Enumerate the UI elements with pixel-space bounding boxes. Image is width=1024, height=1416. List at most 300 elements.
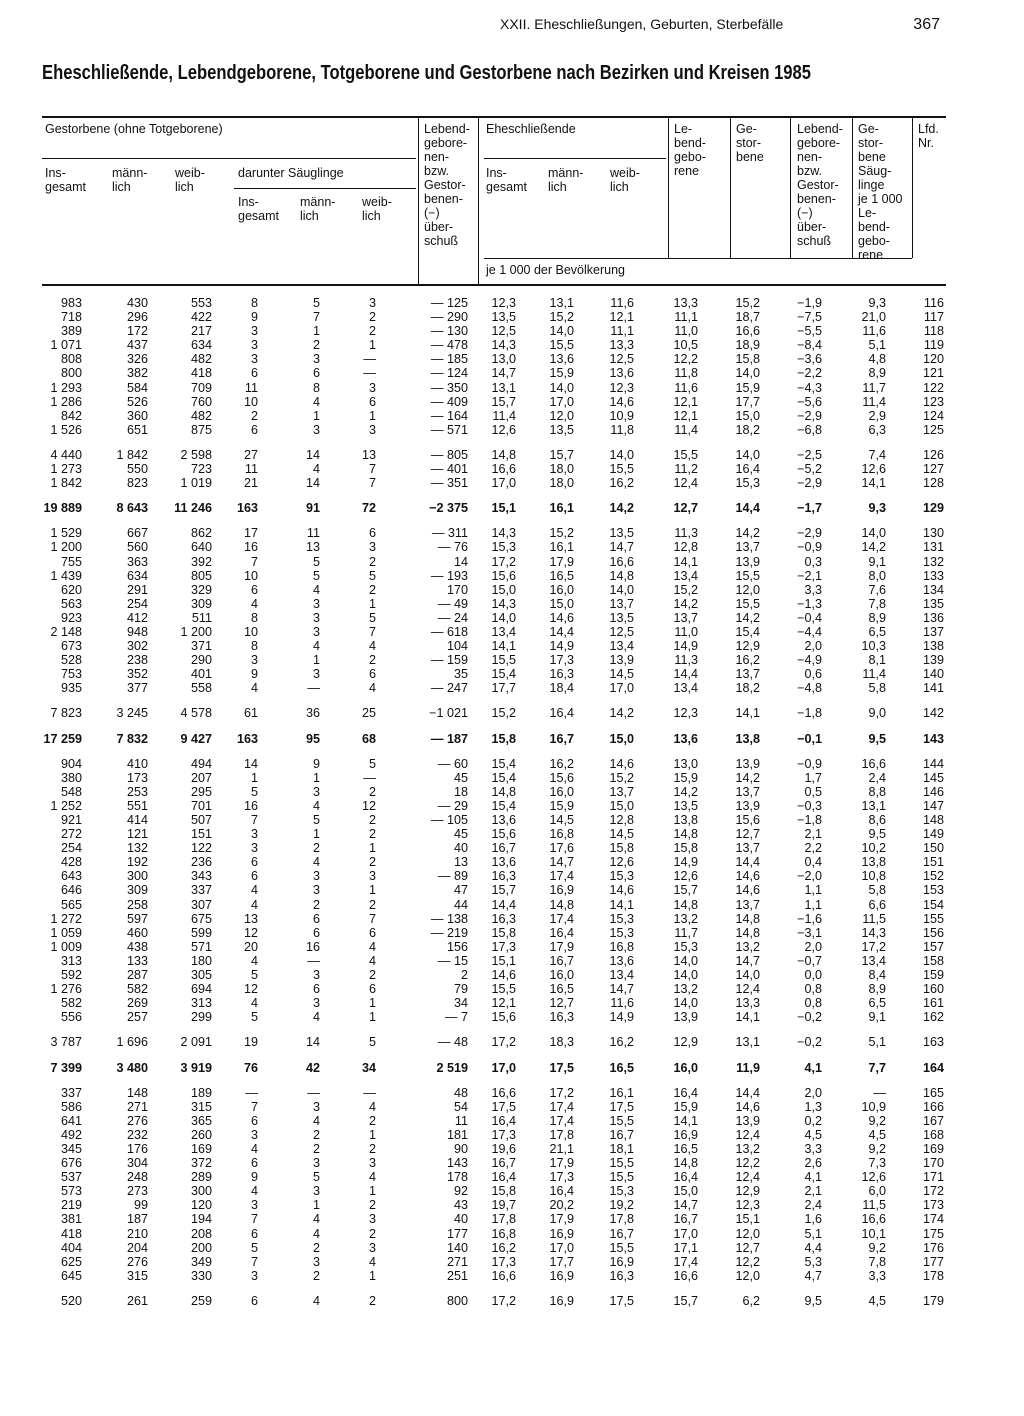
table-row (0, 706, 1024, 720)
cell-gestorbene-insgesamt: 645 (60, 1268, 82, 1283)
cell-saeuglinge-insgesamt: 8 (250, 296, 258, 310)
table-row (0, 501, 1024, 515)
cell-saeuglinge-weiblich: — (363, 770, 376, 785)
cell-gestorbene-maennlich: 377 (126, 681, 148, 696)
cell-ehe-insgesamt: 12,6 (491, 422, 516, 437)
table-row (0, 1100, 1024, 1114)
cell-lfd-nr: 121 (922, 366, 944, 381)
cell-lebendgeborene-rate: 16,7 (673, 1212, 698, 1227)
cell-gestorbene-weiblich: 723 (190, 462, 212, 477)
cell-lfd-nr: 127 (922, 462, 944, 477)
cell-saeuglingssterblichkeit: 11,7 (862, 380, 886, 395)
cell-gestorbene-maennlich: 269 (126, 996, 148, 1011)
cell-ehe-maennlich: 16,0 (549, 784, 574, 799)
cell-ueberschuss: 43 (453, 1198, 468, 1213)
cell-lebendgeborene-rate: 17,1 (673, 1240, 698, 1255)
cell-lebendgeborene-rate: 13,2 (673, 911, 698, 926)
cell-saeuglinge-weiblich: 1 (368, 1010, 376, 1025)
cell-gestorbene-maennlich: 271 (126, 1099, 148, 1114)
cell-ueberschuss-rate: 2,2 (804, 841, 822, 856)
cell-ueberschuss-rate: 0,5 (804, 784, 822, 799)
cell-lfd-nr: 157 (922, 939, 944, 954)
cell-saeuglinge-weiblich: 1 (368, 338, 376, 353)
cell-saeuglingssterblichkeit: 9,2 (868, 1240, 886, 1255)
cell-ehe-weiblich: 16,3 (609, 1268, 634, 1283)
cell-lebendgeborene-rate: 14,9 (673, 639, 698, 654)
cell-ehe-maennlich: 14,9 (549, 639, 574, 654)
cell-lfd-nr: 146 (922, 784, 944, 799)
cell-gestorbene-rate: 13,9 (735, 1113, 760, 1128)
cell-saeuglinge-weiblich: 2 (368, 1141, 376, 1156)
cell-ueberschuss: 170 (446, 582, 468, 597)
cell-ehe-maennlich: 17,3 (549, 653, 574, 668)
cell-ueberschuss: −2 375 (429, 501, 468, 516)
cell-gestorbene-insgesamt: 1 529 (50, 526, 82, 541)
cell-saeuglingssterblichkeit: 16,6 (861, 1212, 886, 1227)
cell-gestorbene-maennlich: 410 (126, 756, 148, 771)
header-divider (912, 118, 913, 258)
cell-gestorbene-rate: 14,2 (735, 610, 760, 625)
cell-saeuglingssterblichkeit: 14,2 (861, 540, 886, 555)
cell-ehe-insgesamt: 15,2 (491, 706, 516, 721)
cell-saeuglinge-weiblich: 3 (368, 869, 376, 884)
cell-saeuglinge-maennlich: 4 (312, 462, 320, 477)
cell-ehe-weiblich: 14,7 (609, 540, 634, 555)
cell-gestorbene-weiblich: 337 (190, 883, 212, 898)
cell-saeuglinge-maennlich: 3 (312, 1254, 320, 1269)
cell-gestorbene-maennlich: 1 842 (116, 447, 148, 462)
table-row (0, 1184, 1024, 1198)
cell-ehe-weiblich: 15,2 (609, 770, 634, 785)
cell-lfd-nr: 158 (922, 953, 944, 968)
cell-saeuglinge-weiblich: 2 (368, 310, 376, 325)
cell-saeuglinge-insgesamt: 3 (250, 352, 258, 367)
cell-lfd-nr: 128 (922, 476, 944, 491)
cell-gestorbene-weiblich: 217 (190, 324, 212, 339)
cell-ueberschuss-rate: 2,0 (804, 939, 822, 954)
cell-gestorbene-weiblich: 330 (190, 1268, 212, 1283)
cell-saeuglinge-insgesamt: 17 (243, 526, 258, 541)
cell-lebendgeborene-rate: 16,6 (673, 1268, 698, 1283)
cell-ehe-maennlich: 16,9 (549, 1268, 574, 1283)
cell-gestorbene-weiblich: 290 (190, 653, 212, 668)
cell-ueberschuss: 11 (454, 1113, 468, 1128)
cell-ueberschuss-rate: −4,3 (797, 380, 822, 395)
table-row (0, 639, 1024, 653)
cell-ehe-weiblich: 16,1 (609, 1085, 634, 1100)
header-top-rule (42, 116, 946, 118)
cell-gestorbene-weiblich: 418 (190, 366, 212, 381)
cell-gestorbene-insgesamt: 428 (60, 855, 82, 870)
cell-gestorbene-rate: 18,7 (735, 310, 760, 325)
cell-saeuglingssterblichkeit: 14,1 (861, 476, 886, 491)
cell-lebendgeborene-rate: 13,4 (673, 681, 698, 696)
cell-gestorbene-weiblich: 392 (190, 554, 212, 569)
cell-ueberschuss-rate: −8,4 (797, 338, 822, 353)
cell-lebendgeborene-rate: 12,2 (673, 352, 698, 367)
cell-lfd-nr: 172 (922, 1184, 944, 1199)
cell-ueberschuss: 2 519 (436, 1060, 468, 1075)
cell-ehe-weiblich: 15,5 (609, 1170, 634, 1185)
cell-lebendgeborene-rate: 13,2 (673, 982, 698, 997)
cell-gestorbene-weiblich: 760 (190, 394, 212, 409)
cell-gestorbene-insgesamt: 676 (60, 1156, 82, 1171)
cell-saeuglinge-insgesamt: 4 (250, 1184, 258, 1199)
table-row (0, 1227, 1024, 1241)
cell-gestorbene-maennlich: 132 (126, 841, 148, 856)
cell-lebendgeborene-rate: 14,1 (673, 554, 698, 569)
cell-gestorbene-weiblich: 236 (190, 855, 212, 870)
cell-ehe-weiblich: 16,6 (609, 554, 634, 569)
cell-saeuglinge-weiblich: 6 (368, 667, 376, 682)
cell-ueberschuss-rate: 4,1 (804, 1060, 822, 1075)
cell-lfd-nr: 156 (922, 925, 944, 940)
cell-saeuglingssterblichkeit: 7,8 (868, 1254, 886, 1269)
cell-lebendgeborene-rate: 12,4 (673, 476, 698, 491)
cell-gestorbene-weiblich: 571 (190, 939, 212, 954)
cell-saeuglinge-insgesamt: 7 (250, 813, 258, 827)
cell-gestorbene-insgesamt: 921 (60, 813, 82, 827)
table-row (0, 653, 1024, 667)
cell-gestorbene-insgesamt: 620 (60, 582, 82, 597)
cell-ehe-maennlich: 16,9 (549, 1293, 574, 1308)
cell-ehe-insgesamt: 15,4 (491, 756, 516, 771)
cell-saeuglingssterblichkeit: 9,2 (868, 1141, 886, 1156)
cell-gestorbene-maennlich: 99 (133, 1198, 148, 1213)
cell-lebendgeborene-rate: 15,0 (673, 1184, 698, 1199)
cell-saeuglinge-insgesamt: 163 (236, 731, 258, 746)
cell-gestorbene-maennlich: 597 (126, 911, 148, 926)
cell-ehe-weiblich: 16,7 (609, 1226, 634, 1241)
cell-lfd-nr: 175 (922, 1226, 944, 1241)
cell-ehe-maennlich: 14,0 (549, 324, 574, 339)
cell-lfd-nr: 173 (922, 1198, 944, 1213)
cell-saeuglingssterblichkeit: 8,9 (868, 982, 886, 997)
cell-gestorbene-weiblich: 259 (190, 1293, 212, 1308)
cell-gestorbene-insgesamt: 1 286 (50, 394, 82, 409)
cell-ehe-insgesamt: 15,8 (491, 1184, 516, 1199)
cell-gestorbene-maennlich: 210 (126, 1226, 148, 1241)
table-row (0, 757, 1024, 771)
cell-saeuglinge-maennlich: 3 (312, 1099, 320, 1114)
cell-ueberschuss-rate: 2,1 (804, 827, 822, 842)
cell-gestorbene-insgesamt: 808 (60, 352, 82, 367)
cell-ueberschuss-rate: −6,8 (797, 422, 822, 437)
cell-gestorbene-rate: 11,9 (736, 1060, 760, 1075)
cell-gestorbene-weiblich: 120 (190, 1198, 212, 1213)
cell-ehe-insgesamt: 13,5 (491, 310, 516, 325)
cell-ehe-maennlich: 13,5 (549, 422, 574, 437)
cell-saeuglingssterblichkeit: 13,4 (861, 953, 886, 968)
cell-ehe-weiblich: 13,7 (609, 596, 634, 611)
header-divider (668, 118, 669, 258)
cell-gestorbene-maennlich: 204 (126, 1240, 148, 1255)
cell-gestorbene-rate: 13,3 (735, 996, 760, 1011)
cell-saeuglinge-weiblich: 2 (368, 784, 376, 799)
table-row (0, 1170, 1024, 1184)
cell-saeuglinge-insgesamt: 27 (243, 447, 258, 462)
cell-gestorbene-rate: 12,2 (735, 1254, 760, 1269)
cell-ueberschuss-rate: 5,1 (804, 1226, 822, 1241)
cell-lfd-nr: 148 (922, 813, 944, 827)
cell-gestorbene-rate: 17,7 (735, 394, 760, 409)
cell-ueberschuss: — 185 (430, 352, 468, 367)
cell-saeuglinge-maennlich: 2 (312, 338, 320, 353)
cell-lfd-nr: 126 (922, 447, 944, 462)
cell-gestorbene-rate: 13,7 (735, 540, 760, 555)
cell-ueberschuss: 35 (453, 667, 468, 682)
cell-gestorbene-weiblich: 315 (190, 1099, 212, 1114)
cell-saeuglinge-weiblich: 6 (368, 925, 376, 940)
cell-gestorbene-weiblich: 329 (190, 582, 212, 597)
cell-gestorbene-insgesamt: 582 (60, 996, 82, 1011)
cell-gestorbene-insgesamt: 923 (60, 610, 82, 625)
cell-saeuglinge-maennlich: 4 (312, 855, 320, 870)
cell-gestorbene-insgesamt: 381 (60, 1212, 82, 1227)
table-row (0, 324, 1024, 338)
cell-ueberschuss-rate: −2,9 (797, 526, 822, 541)
cell-gestorbene-insgesamt: 1 293 (50, 380, 82, 395)
cell-saeuglinge-insgesamt: 5 (250, 1240, 258, 1255)
cell-lfd-nr: 151 (922, 855, 944, 870)
cell-saeuglinge-weiblich: 13 (361, 447, 376, 462)
cell-ueberschuss-rate: 1,3 (804, 1099, 822, 1114)
running-header-text: XXII. Eheschließungen, Geburten, Sterbefälle (500, 16, 784, 32)
cell-ehe-insgesamt: 16,4 (491, 1170, 516, 1185)
cell-ehe-insgesamt: 17,0 (491, 476, 516, 491)
cell-gestorbene-rate: 15,3 (735, 476, 760, 491)
cell-ueberschuss-rate: 3,3 (804, 582, 822, 597)
cell-ueberschuss-rate: 0,8 (804, 996, 822, 1011)
cell-saeuglinge-weiblich: 7 (368, 476, 376, 491)
cell-saeuglingssterblichkeit: 3,3 (868, 1268, 886, 1283)
cell-lebendgeborene-rate: 14,0 (673, 953, 698, 968)
cell-saeuglingssterblichkeit: 13,8 (861, 855, 886, 870)
cell-saeuglinge-weiblich: 7 (368, 624, 376, 639)
cell-gestorbene-insgesamt: 1 009 (50, 939, 82, 954)
cell-saeuglinge-maennlich: 4 (312, 639, 320, 654)
cell-ueberschuss-rate: −4,4 (797, 624, 822, 639)
cell-saeuglingssterblichkeit: 8,4 (868, 968, 886, 983)
cell-ehe-insgesamt: 15,6 (491, 1010, 516, 1025)
je-1000-underline (484, 258, 912, 259)
cell-saeuglinge-maennlich: 16 (305, 939, 320, 954)
cell-ueberschuss: 92 (453, 1184, 468, 1199)
cell-saeuglinge-insgesamt: 8 (250, 639, 258, 654)
cell-gestorbene-maennlich: 3 480 (116, 1060, 148, 1075)
cell-gestorbene-weiblich: 11 246 (174, 501, 212, 516)
cell-gestorbene-rate: 6,2 (742, 1293, 760, 1308)
table-row (0, 1114, 1024, 1128)
header-je-1000: je 1 000 der Bevölkerung (486, 263, 625, 277)
cell-ueberschuss: — 49 (437, 596, 468, 611)
cell-lebendgeborene-rate: 15,7 (673, 1293, 698, 1308)
cell-gestorbene-weiblich: 805 (190, 568, 212, 583)
cell-ueberschuss-rate: 0,3 (804, 554, 822, 569)
cell-saeuglinge-maennlich: 3 (312, 968, 320, 983)
cell-ehe-maennlich: 17,6 (549, 841, 574, 856)
cell-lfd-nr: 160 (922, 982, 944, 997)
cell-ehe-maennlich: 13,6 (549, 352, 574, 367)
cell-lebendgeborene-rate: 15,9 (673, 770, 698, 785)
cell-saeuglinge-insgesamt: 4 (250, 681, 258, 696)
cell-ehe-maennlich: 17,4 (549, 1113, 574, 1128)
cell-ehe-maennlich: 18,3 (549, 1035, 574, 1050)
cell-saeuglinge-insgesamt: 6 (250, 855, 258, 870)
cell-gestorbene-weiblich: 307 (190, 897, 212, 912)
cell-ehe-maennlich: 17,4 (549, 1099, 574, 1114)
cell-ehe-insgesamt: 15,4 (491, 667, 516, 682)
cell-ueberschuss: — 105 (430, 813, 468, 827)
cell-saeuglinge-insgesamt: 6 (250, 1113, 258, 1128)
cell-gestorbene-maennlich: 382 (126, 366, 148, 381)
table-row (0, 555, 1024, 569)
cell-ehe-insgesamt: 15,0 (491, 582, 516, 597)
cell-gestorbene-maennlich: 304 (126, 1156, 148, 1171)
cell-lfd-nr: 141 (922, 681, 944, 696)
cell-ueberschuss: — 311 (431, 526, 468, 541)
cell-ueberschuss: — 350 (430, 380, 468, 395)
cell-saeuglinge-maennlich: 1 (312, 770, 320, 785)
cell-ehe-insgesamt: 19,6 (491, 1141, 516, 1156)
cell-ueberschuss-rate: −0,3 (797, 798, 822, 813)
eheschliessende-underline (484, 158, 666, 159)
table-row (0, 1212, 1024, 1226)
cell-saeuglinge-maennlich: 36 (305, 706, 320, 721)
cell-saeuglingssterblichkeit: 14,0 (861, 526, 886, 541)
cell-gestorbene-insgesamt: 313 (60, 953, 82, 968)
cell-gestorbene-rate: 12,9 (735, 1184, 760, 1199)
cell-lebendgeborene-rate: 17,0 (673, 1226, 698, 1241)
table-row (0, 912, 1024, 926)
cell-ehe-maennlich: 14,4 (549, 624, 574, 639)
cell-gestorbene-weiblich: 2 091 (180, 1035, 212, 1050)
cell-ehe-weiblich: 16,2 (609, 476, 634, 491)
cell-ehe-weiblich: 13,3 (609, 338, 634, 353)
saeuglinge-underline (234, 188, 416, 189)
cell-saeuglinge-insgesamt: 3 (250, 324, 258, 339)
cell-ueberschuss-rate: −2,2 (797, 366, 822, 381)
cell-ehe-insgesamt: 12,5 (491, 324, 516, 339)
cell-saeuglinge-insgesamt: 3 (250, 1127, 258, 1142)
cell-gestorbene-rate: 12,4 (735, 1170, 760, 1185)
header-maennlich: männ- lich (112, 166, 148, 194)
cell-ueberschuss: 48 (453, 1085, 468, 1100)
cell-gestorbene-rate: 15,8 (735, 352, 760, 367)
cell-ueberschuss: 156 (446, 939, 468, 954)
cell-gestorbene-rate: 18,2 (735, 422, 760, 437)
table-row (0, 395, 1024, 409)
table-row (0, 1269, 1024, 1283)
cell-lfd-nr: 117 (923, 310, 944, 325)
cell-ehe-maennlich: 16,3 (549, 667, 574, 682)
cell-saeuglinge-insgesamt: 7 (250, 1254, 258, 1269)
cell-gestorbene-weiblich: 4 578 (180, 706, 212, 721)
cell-ehe-weiblich: 16,2 (609, 1035, 634, 1050)
cell-lebendgeborene-rate: 15,2 (673, 582, 698, 597)
cell-lfd-nr: 143 (922, 731, 944, 746)
cell-gestorbene-maennlich: 254 (126, 596, 148, 611)
cell-gestorbene-maennlich: 253 (126, 784, 148, 799)
table-body (0, 296, 1024, 1308)
cell-saeuglingssterblichkeit: 9,3 (868, 501, 886, 516)
cell-saeuglinge-weiblich: 2 (368, 324, 376, 339)
cell-ehe-maennlich: 14,8 (549, 897, 574, 912)
cell-saeuglinge-insgesamt: 5 (250, 968, 258, 983)
header-ueberschuss-rate: Lebend- gebore- nen- bzw. Gestor- benen- (−) über- schuß (797, 122, 843, 248)
cell-lfd-nr: 136 (922, 610, 944, 625)
cell-ueberschuss: — 48 (437, 1035, 468, 1050)
cell-lfd-nr: 167 (922, 1113, 944, 1128)
cell-lebendgeborene-rate: 14,2 (673, 596, 698, 611)
cell-lebendgeborene-rate: 13,7 (673, 610, 698, 625)
cell-saeuglinge-weiblich: 1 (368, 408, 376, 423)
cell-gestorbene-maennlich: 172 (126, 324, 148, 339)
cell-saeuglingssterblichkeit: 7,4 (868, 447, 886, 462)
cell-ehe-weiblich: 11,6 (610, 996, 634, 1011)
cell-ehe-insgesamt: 13,6 (491, 855, 516, 870)
cell-gestorbene-rate: 14,0 (735, 968, 760, 983)
cell-gestorbene-maennlich: 948 (126, 624, 148, 639)
cell-ehe-maennlich: 16,4 (549, 1184, 574, 1199)
cell-lebendgeborene-rate: 12,9 (673, 1035, 698, 1050)
cell-saeuglinge-weiblich: 2 (368, 582, 376, 597)
cell-gestorbene-weiblich: 553 (190, 296, 212, 310)
cell-saeuglinge-insgesamt: 11 (244, 462, 258, 477)
cell-gestorbene-rate: 14,6 (735, 1099, 760, 1114)
cell-saeuglinge-maennlich: — (307, 953, 320, 968)
table-row (0, 1255, 1024, 1269)
cell-ehe-weiblich: 14,5 (609, 667, 634, 682)
cell-saeuglinge-weiblich: 3 (368, 1240, 376, 1255)
cell-ehe-insgesamt: 13,1 (491, 380, 516, 395)
cell-lebendgeborene-rate: 11,2 (674, 462, 698, 477)
header-insgesamt: Ins- gesamt (45, 166, 86, 194)
cell-gestorbene-maennlich: 460 (126, 925, 148, 940)
cell-gestorbene-rate: 16,6 (735, 324, 760, 339)
cell-lebendgeborene-rate: 12,1 (673, 394, 698, 409)
cell-ueberschuss-rate: 1,7 (804, 770, 822, 785)
cell-ehe-insgesamt: 14,3 (491, 338, 516, 353)
table-row (0, 855, 1024, 869)
cell-saeuglinge-maennlich: 5 (312, 568, 320, 583)
cell-ehe-maennlich: 13,1 (549, 296, 574, 310)
cell-saeuglinge-weiblich: 4 (368, 953, 376, 968)
header-saeuglinge-maennlich: männ- lich (300, 195, 336, 223)
cell-saeuglinge-weiblich: 7 (368, 462, 376, 477)
cell-saeuglingssterblichkeit: 11,5 (862, 1198, 886, 1213)
cell-saeuglingssterblichkeit: 10,8 (861, 869, 886, 884)
cell-lfd-nr: 176 (922, 1240, 944, 1255)
cell-gestorbene-maennlich: 133 (126, 953, 148, 968)
cell-ueberschuss: — 219 (430, 925, 468, 940)
cell-saeuglingssterblichkeit: 8,9 (868, 610, 886, 625)
cell-saeuglingssterblichkeit: 6,3 (868, 422, 886, 437)
cell-saeuglinge-insgesamt: 10 (243, 624, 258, 639)
cell-ehe-insgesamt: 16,2 (491, 1240, 516, 1255)
cell-lebendgeborene-rate: 11,3 (674, 526, 698, 541)
cell-saeuglinge-weiblich: 1 (368, 1268, 376, 1283)
cell-ueberschuss-rate: −4,8 (797, 681, 822, 696)
cell-ueberschuss-rate: −1,3 (797, 596, 822, 611)
cell-lebendgeborene-rate: 16,4 (673, 1085, 698, 1100)
cell-gestorbene-weiblich: 151 (190, 827, 212, 842)
cell-ueberschuss: — 193 (430, 568, 468, 583)
cell-gestorbene-insgesamt: 4 440 (50, 447, 82, 462)
cell-gestorbene-rate: 14,6 (735, 883, 760, 898)
cell-ehe-weiblich: 13,5 (609, 610, 634, 625)
cell-gestorbene-weiblich: 371 (190, 639, 212, 654)
